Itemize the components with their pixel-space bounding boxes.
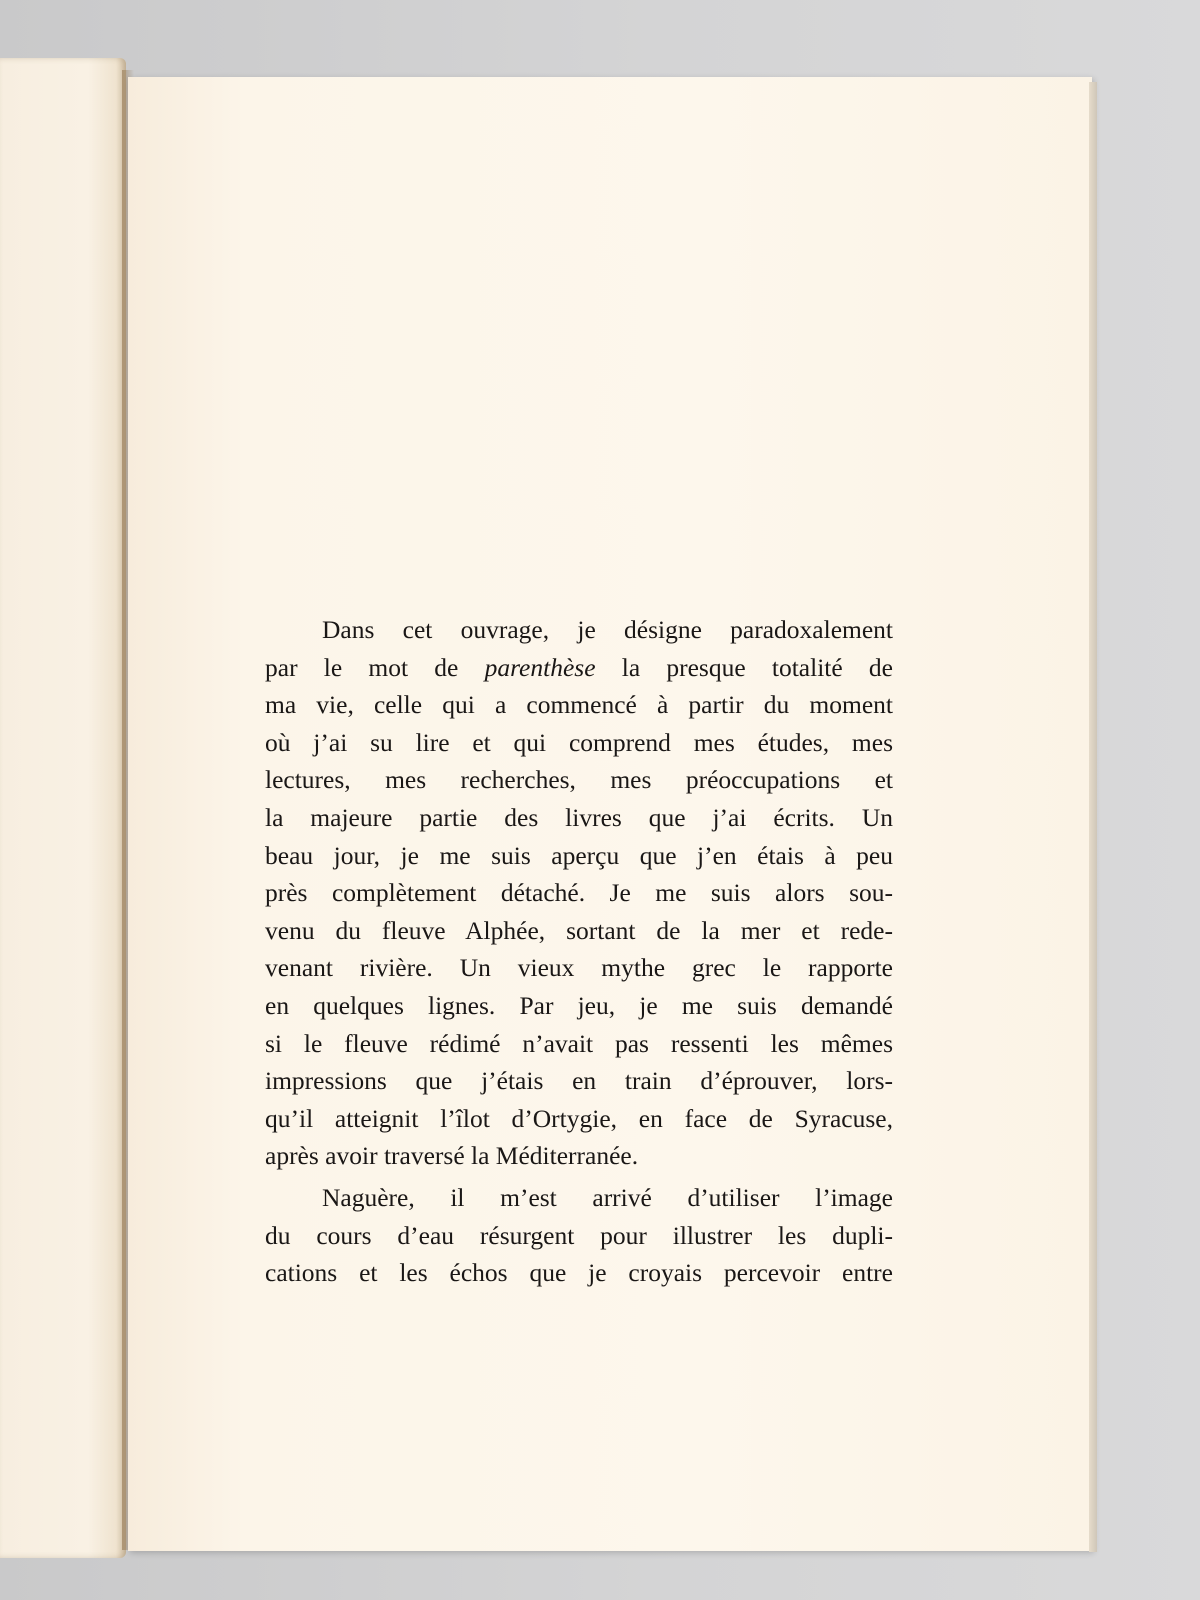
text-line: venu du fleuve Alphée, sortant de la mer et rede- (265, 915, 893, 945)
text-line: par le mot de parenthèse la presque totalité de (265, 652, 893, 682)
page-stack-edge (1089, 82, 1097, 1552)
italic-word: parenthèse (484, 652, 596, 682)
text-line: ma vie, celle qui a commencé à partir du moment (265, 690, 893, 720)
text-line: du cours d’eau résurgent pour illustrer les dupli- (265, 1220, 893, 1250)
text-line: Naguère, il m’est arrivé d’utiliser l’image (322, 1182, 893, 1212)
text-line: après avoir traversé la Méditerranée. (265, 1141, 639, 1171)
text-line: cations et les échos que je croyais percevoir entre (265, 1258, 893, 1288)
text-line: Dans cet ouvrage, je désigne paradoxalement (322, 615, 893, 644)
text-line: impressions que j’étais en train d’éprouver, lors- (265, 1066, 893, 1096)
text-line: beau jour, je me suis aperçu que j’en étais à peu (265, 840, 893, 870)
page-body-text (265, 611, 893, 1292)
text-line: lectures, mes recherches, mes préoccupations et (265, 765, 893, 795)
text-line: venant rivière. Un vieux mythe grec le rapporte (265, 953, 893, 983)
text-line: si le fleuve rédimé n’avait pas ressenti les mêmes (265, 1028, 893, 1058)
left-page-edge (0, 58, 126, 1558)
text-line: près complètement détaché. Je me suis alors sou- (265, 878, 893, 908)
text-line: la majeure partie des livres que j’ai écrits. Un (265, 802, 893, 832)
text-line: où j’ai su lire et qui comprend mes études, mes (265, 727, 893, 757)
text-line: qu’il atteignit l’îlot d’Ortygie, en face de Syracuse, (265, 1103, 893, 1133)
text-line: en quelques lignes. Par jeu, je me suis demandé (265, 990, 893, 1020)
